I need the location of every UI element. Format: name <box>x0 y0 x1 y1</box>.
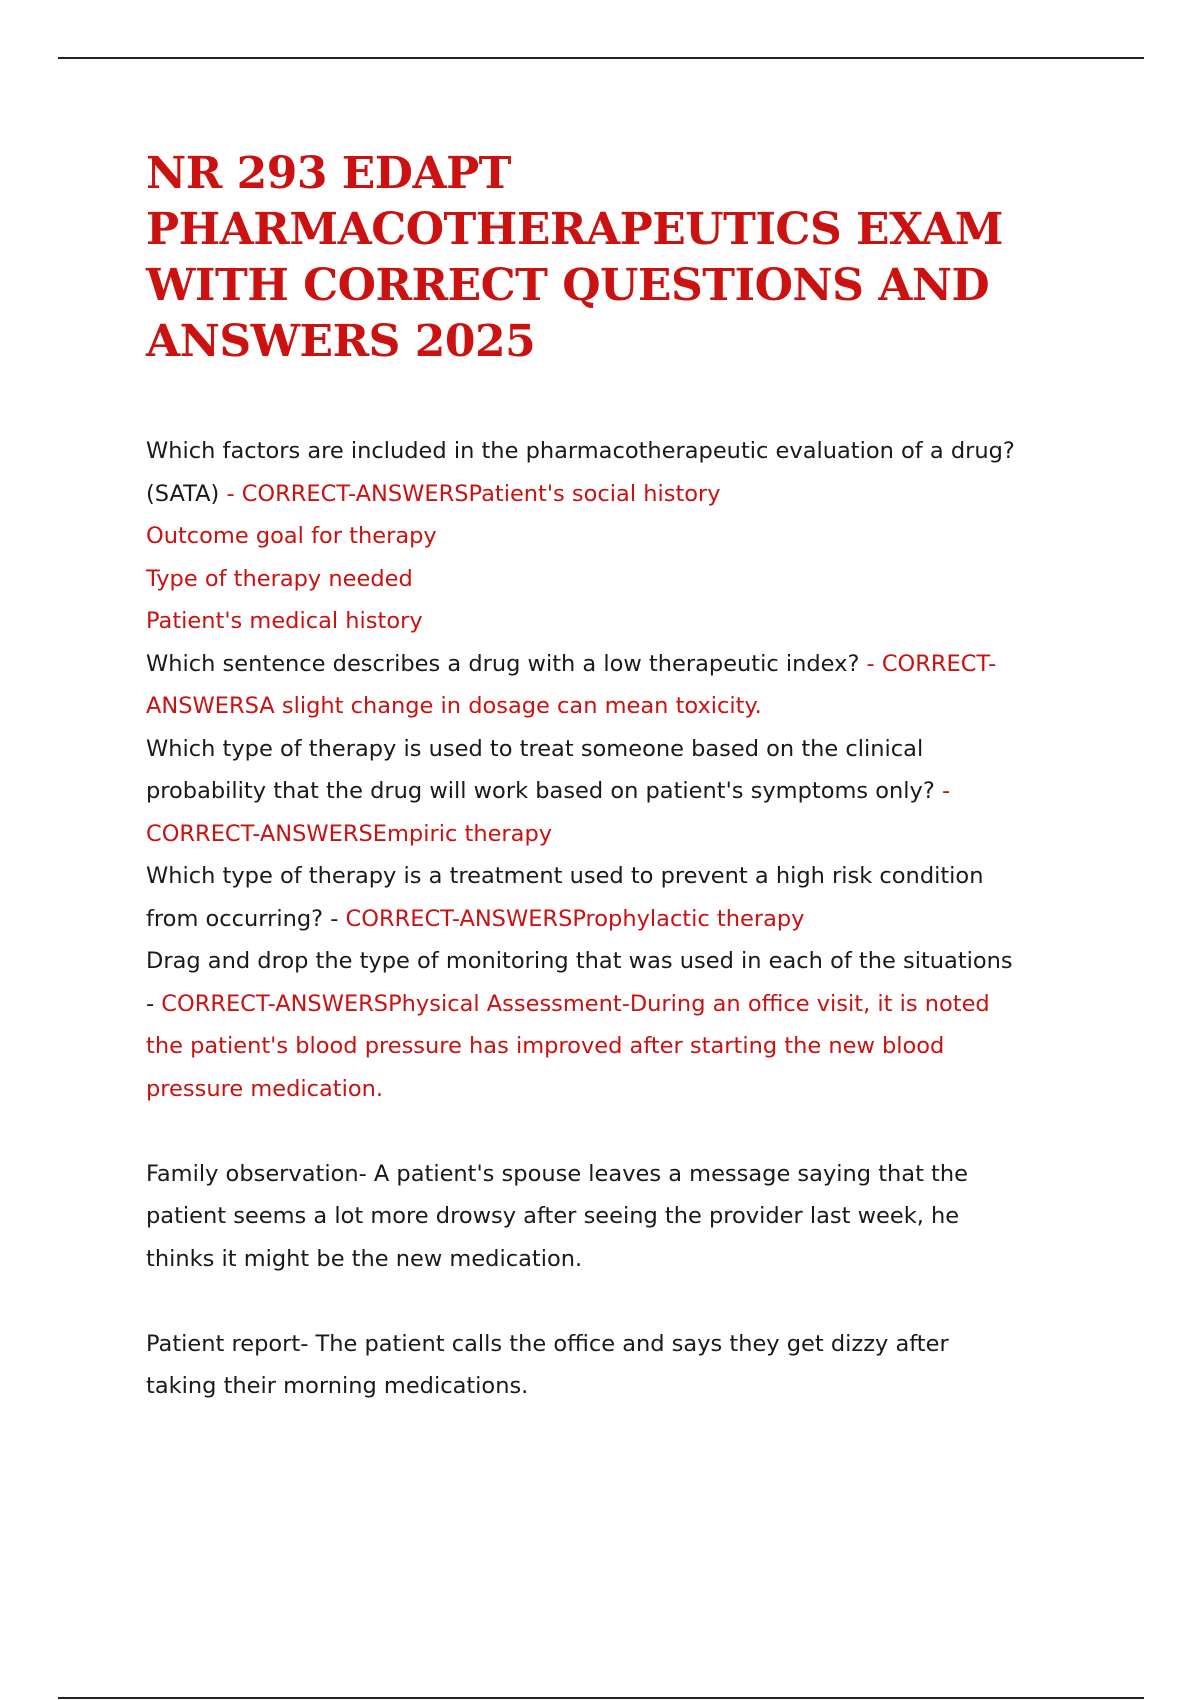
answer-text: - <box>934 778 951 804</box>
title-line: PHARMACOTHERAPEUTICS EXAM <box>146 204 1003 255</box>
answer-line: Outcome goal for therapy <box>146 523 437 549</box>
question-text: probability that the drug will work based on patient's symptoms only? <box>146 778 935 804</box>
question-line <box>146 983 1106 1026</box>
paragraph-line: patient seems a lot more drowsy after seeing the provider last week, he <box>146 1203 960 1229</box>
answer-line: pressure medication. <box>146 1075 384 1102</box>
question-line: Which type of therapy is used to treat someone based on the clinical <box>146 735 924 762</box>
answer-text: - CORRECT- <box>859 650 997 677</box>
paragraph-line: Family observation- A patient's spouse leaves a message saying that the <box>146 1160 968 1187</box>
answer-line: Type of therapy needed <box>146 565 413 592</box>
answer-text: CORRECT-ANSWERSProphylactic therapy <box>345 905 805 932</box>
bottom-rule <box>58 1697 1144 1699</box>
question-line <box>146 898 1106 941</box>
question-line: Drag and drop the type of monitoring that was used in each of the situations <box>146 948 1013 974</box>
paragraph-line: taking their morning medications. <box>146 1373 529 1399</box>
spacer <box>146 1280 1106 1323</box>
answer-line: CORRECT-ANSWERSEmpiric therapy <box>146 820 553 847</box>
title-line: WITH CORRECT QUESTIONS AND <box>146 260 990 311</box>
answer-line: the patient's blood pressure has improved after starting the new blood <box>146 1033 945 1059</box>
question-line: Which factors are included in the pharmacotherapeutic evaluation of a drug? <box>146 438 1015 464</box>
document-title <box>146 146 1106 370</box>
top-rule <box>58 57 1144 59</box>
question-text: from occurring? - <box>146 905 346 932</box>
answer-line: Patient's medical history <box>146 608 423 634</box>
question-text: (SATA) <box>146 480 220 507</box>
question-text: - <box>146 990 162 1017</box>
paragraph-line: Patient report- The patient calls the office and says they get dizzy after <box>146 1330 949 1357</box>
answer-text: - CORRECT-ANSWERSPatient's social history <box>219 480 721 507</box>
title-line: NR 293 EDAPT <box>146 148 511 199</box>
question-line: Which type of therapy is a treatment used to prevent a high risk condition <box>146 863 984 889</box>
paragraph-line: thinks it might be the new medication. <box>146 1245 583 1272</box>
question-text: Which sentence describes a drug with a low therapeutic index? <box>146 650 860 677</box>
spacer <box>146 1110 1106 1153</box>
question-line <box>146 473 1106 516</box>
question-line <box>146 643 1106 686</box>
document-body <box>146 430 1106 1408</box>
title-line: ANSWERS 2025 <box>146 316 536 367</box>
answer-line: ANSWERSA slight change in dosage can mean toxicity. <box>146 693 762 719</box>
answer-text: CORRECT-ANSWERSPhysical Assessment-During an office visit, it is noted <box>161 990 990 1017</box>
question-line <box>146 770 1106 813</box>
